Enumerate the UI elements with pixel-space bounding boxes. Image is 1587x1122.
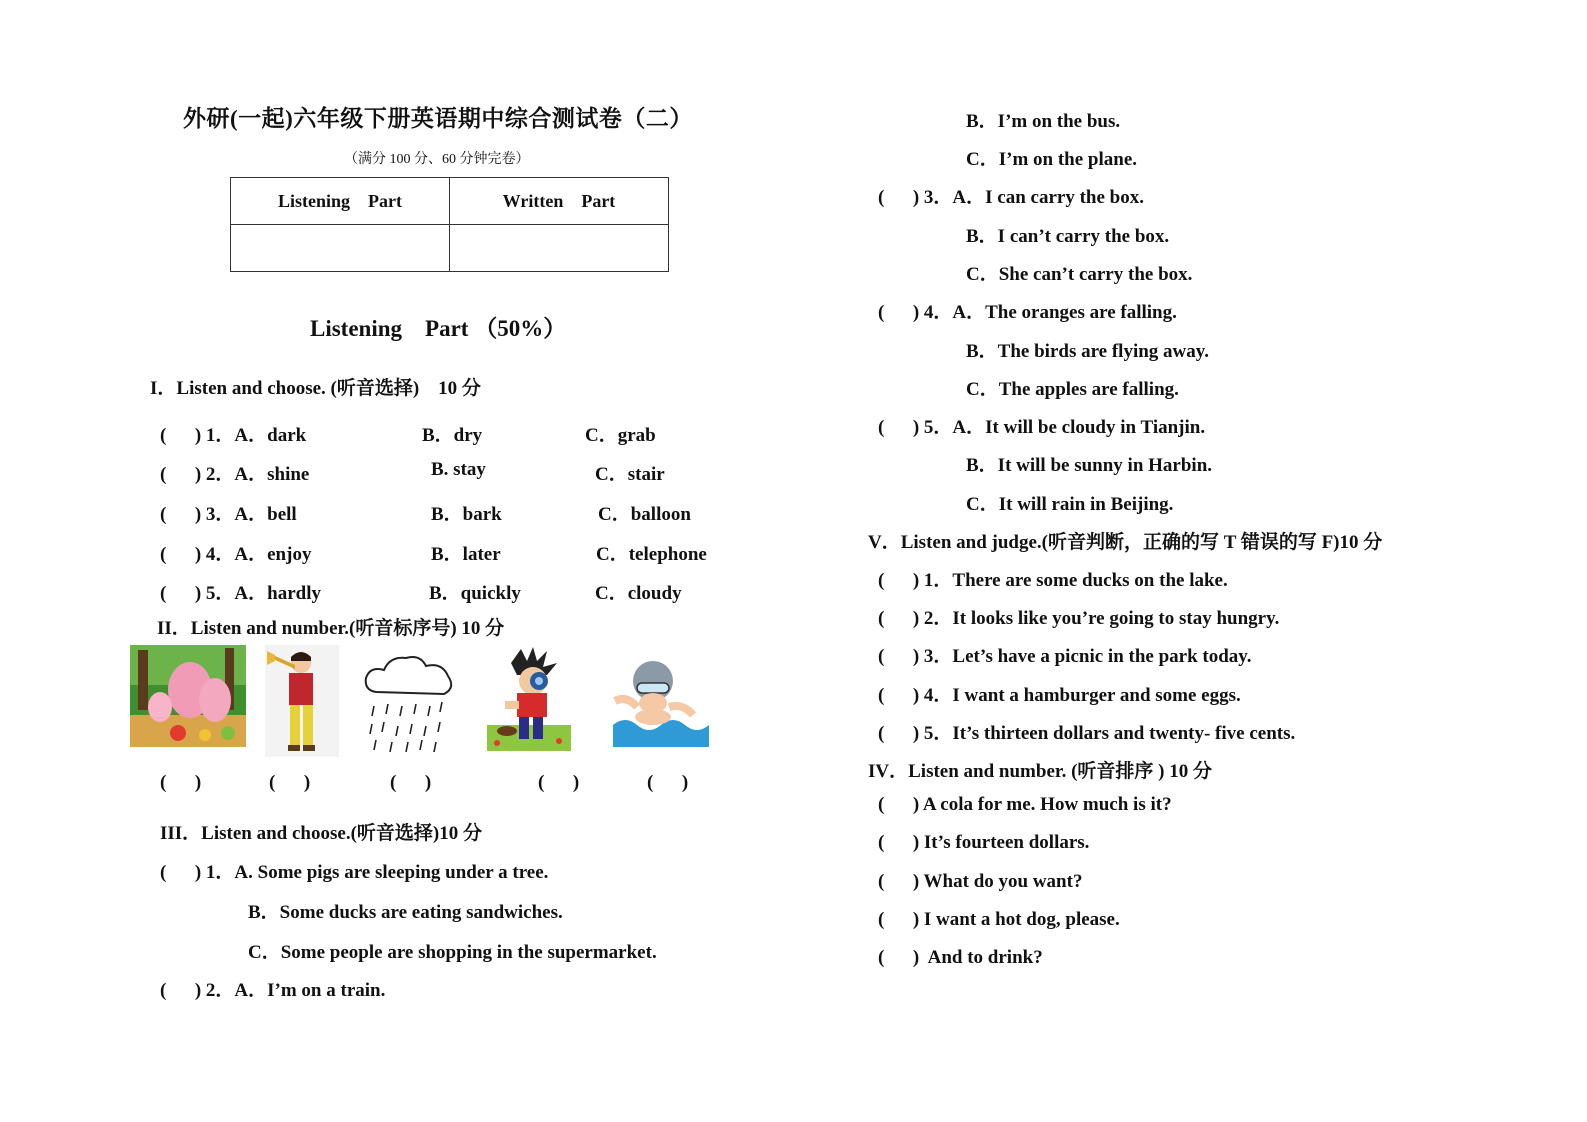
section1-q2-a: ( ) 2．A．shine [160,464,310,485]
picture2-answer-blank[interactable]: ( ) [269,772,311,793]
section3-q5-c: C．It will rain in Beijing. [966,494,1174,515]
score-table-listening-header: Listening Part [231,178,450,225]
section5-item-5: ( ) 5．It’s thirteen dollars and twenty- five cents. [878,723,1296,744]
section3-q1-c: C．Some people are shopping in the supermarket. [248,942,657,963]
section3-q2-c: C．I’m on the plane. [966,149,1138,170]
picture1-answer-blank[interactable]: ( ) [160,772,202,793]
score-table-written-header: Written Part [450,178,669,225]
section4-item-2: ( ) It’s fourteen dollars. [878,832,1090,853]
section1-q2-b: B. stay [431,459,486,480]
section3-q1-b: B．Some ducks are eating sandwiches. [248,902,563,923]
section1-q1-c: C．grab [585,425,656,446]
picture5-answer-blank[interactable]: ( ) [647,772,689,793]
section5-item-4: ( ) 4．I want a hamburger and some eggs. [878,685,1241,706]
section1-q3-b: B．bark [431,504,502,525]
listening-part-heading: Listening Part （50%） [310,316,567,341]
section3-q4-a: ( ) 4．A．The oranges are falling. [878,302,1177,323]
picture3-answer-blank[interactable]: ( ) [390,772,432,793]
section5-heading: V．Listen and judge.(听音判断，正确的写 T 错误的写 F)10 分 [868,532,1383,553]
section1-q5-c: C．cloudy [595,583,682,604]
section4-item-3: ( ) What do you want? [878,871,1083,892]
section1-q3-a: ( ) 3．A．bell [160,504,297,525]
section1-q5-a: ( ) 5．A．hardly [160,583,321,604]
section3-q2-b: B．I’m on the bus. [966,111,1121,132]
photographer-picture [487,645,571,751]
section5-item-1: ( ) 1．There are some ducks on the lake. [878,570,1228,591]
section1-q4-a: ( ) 4．A．enjoy [160,544,312,565]
section4-heading: IV．Listen and number. (听音排序 ) 10 分 [868,761,1212,782]
section2-heading: II．Listen and number.(听音标序号) 10 分 [157,618,505,639]
section1-heading: I．Listen and choose. (听音选择) 10 分 [150,378,481,399]
section5-item-2: ( ) 2．It looks like you’re going to stay hungry. [878,608,1280,629]
section1-q4-b: B．later [431,544,501,565]
score-table [230,177,669,272]
section1-q1-a: ( ) 1．A．dark [160,425,307,446]
section5-item-3: ( ) 3．Let’s have a picnic in the park today. [878,646,1252,667]
section1-q5-b: B．quickly [429,583,521,604]
rain-cloud-picture [362,652,456,756]
swimmer-picture [613,655,709,747]
page-subtitle: （满分 100 分、60 分钟完卷） [344,152,530,167]
section3-q4-c: C．The apples are falling. [966,379,1179,400]
section4-item-4: ( ) I want a hot dog, please. [878,909,1120,930]
section3-q5-a: ( ) 5．A．It will be cloudy in Tianjin. [878,417,1206,438]
section1-q2-c: C．stair [595,464,665,485]
section3-heading: III．Listen and choose.(听音选择)10 分 [160,823,482,844]
section1-q1-b: B．dry [422,425,483,446]
section1-q3-c: C．balloon [598,504,691,525]
trumpet-player-picture [265,645,339,757]
picture4-answer-blank[interactable]: ( ) [538,772,580,793]
listening-score-cell[interactable] [231,225,450,272]
section3-q4-b: B．The birds are flying away. [966,341,1209,362]
section3-q2-a: ( ) 2．A．I’m on a train. [160,980,386,1001]
written-score-cell[interactable] [450,225,669,272]
page-title: 外研(一起)六年级下册英语期中综合测试卷（二） [183,106,693,131]
section1-q4-c: C．telephone [596,544,707,565]
section3-q1-a: ( ) 1．A. Some pigs are sleeping under a tree. [160,862,549,883]
section3-q3-c: C．She can’t carry the box. [966,264,1193,285]
section3-q5-b: B．It will be sunny in Harbin. [966,455,1213,476]
section3-q3-b: B．I can’t carry the box. [966,226,1170,247]
section4-item-1: ( ) A cola for me. How much is it? [878,794,1172,815]
section3-q3-a: ( ) 3．A．I can carry the box. [878,187,1144,208]
section4-item-5: ( ) And to drink? [878,947,1043,968]
family-picnic-picture [130,645,246,747]
